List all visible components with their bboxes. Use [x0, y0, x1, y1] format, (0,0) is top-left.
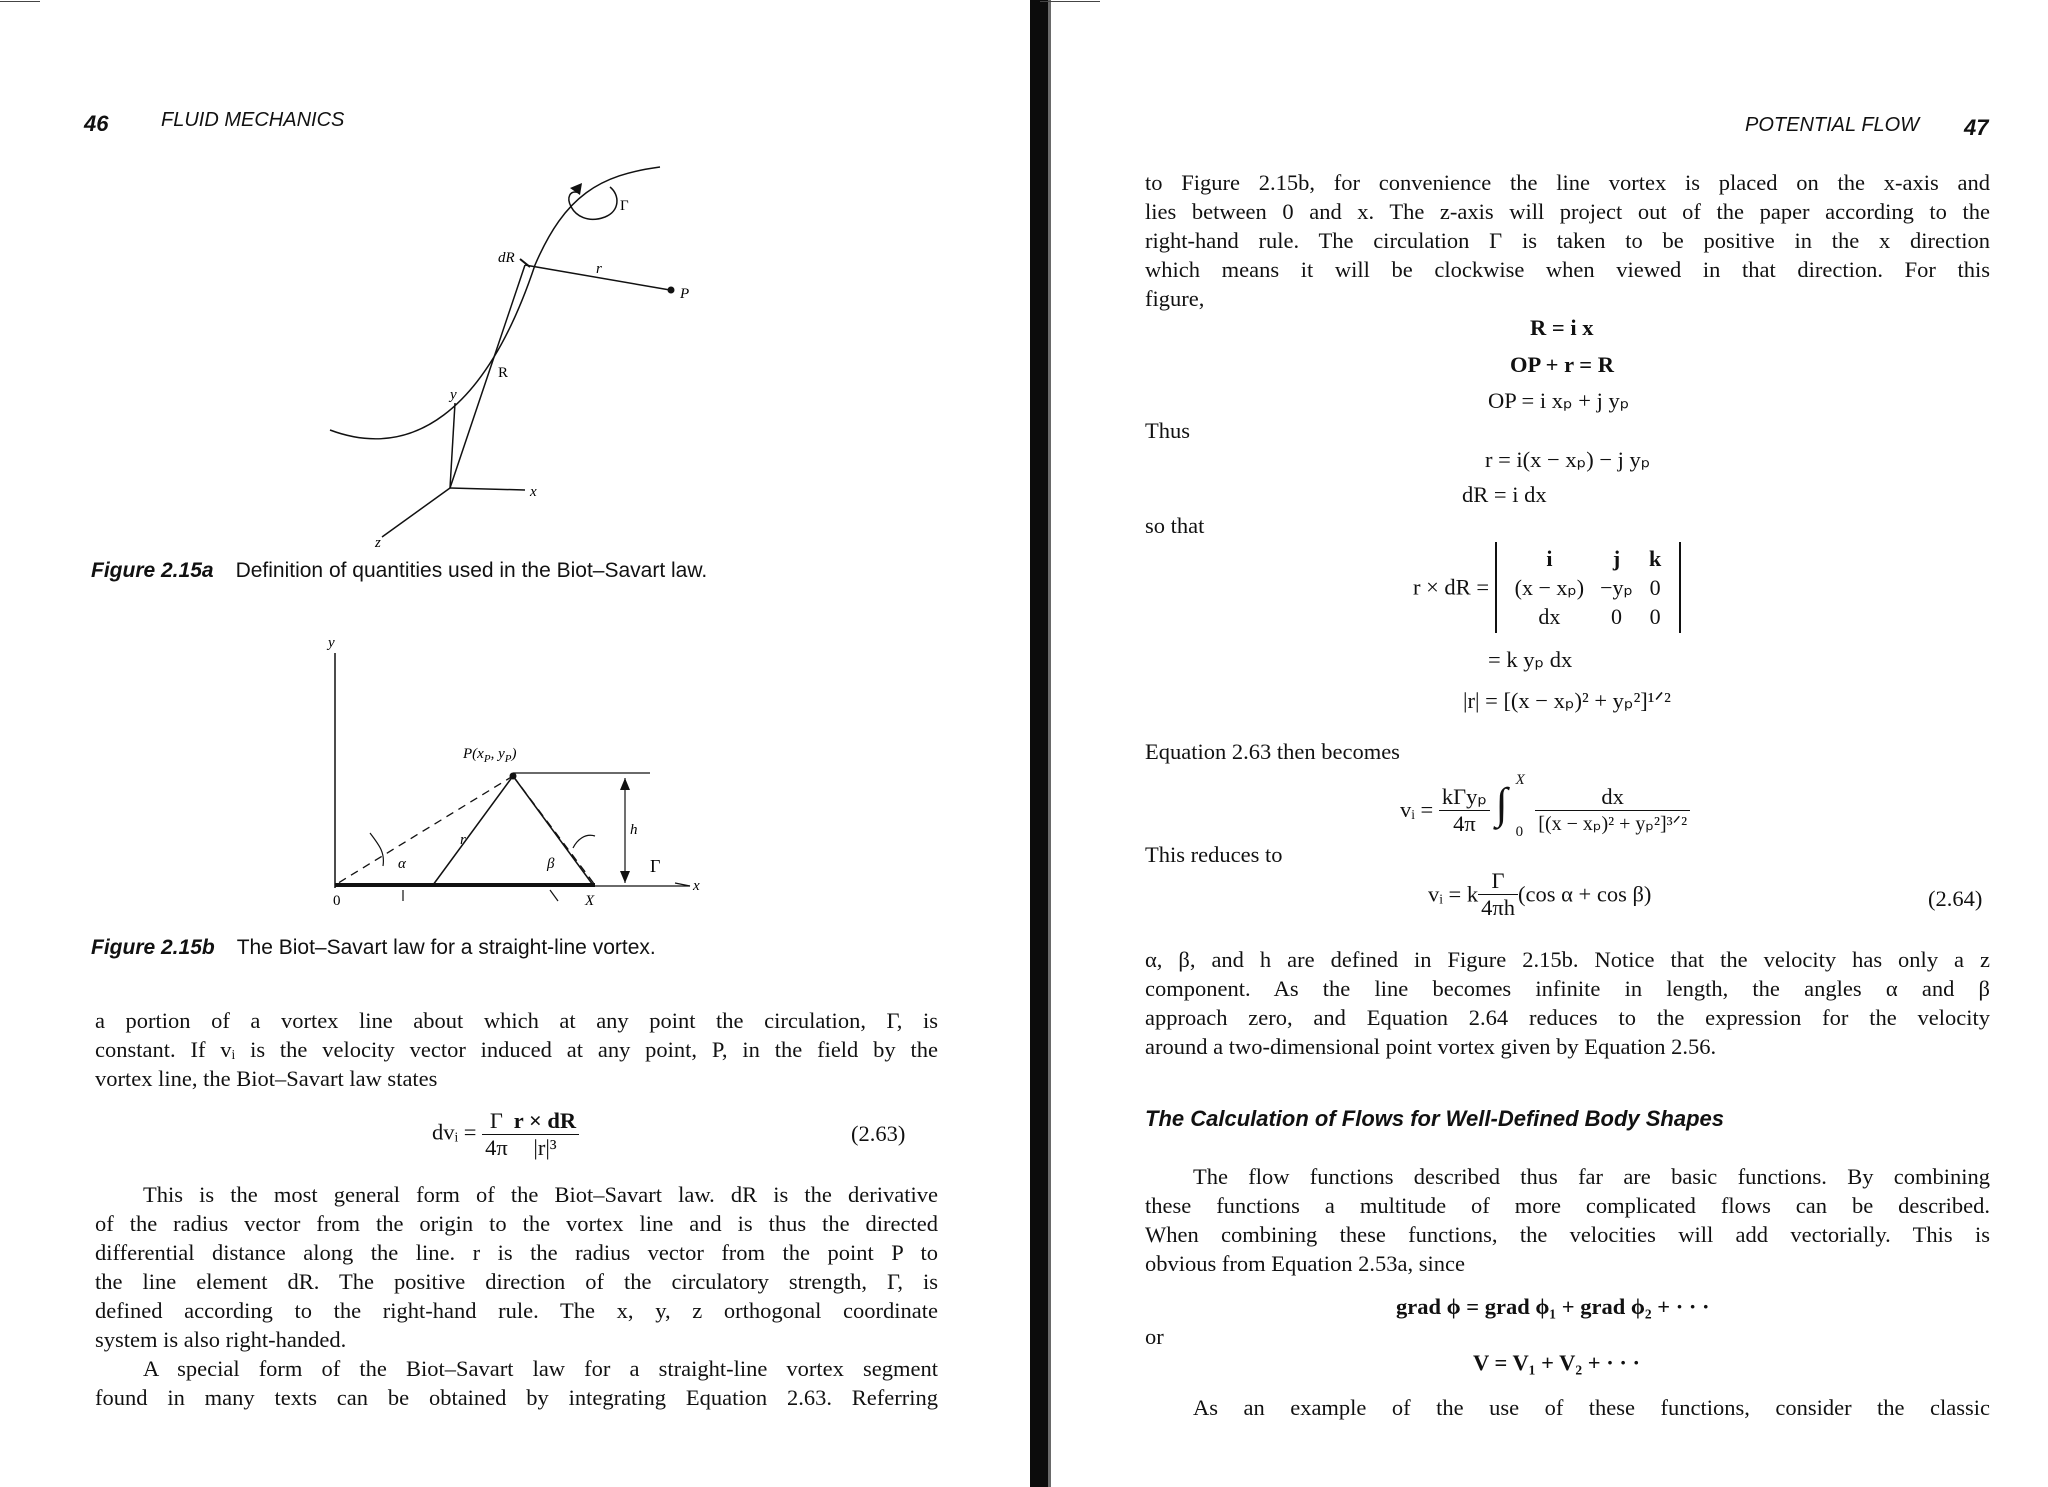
equation-V: V = V₁ + V₂ + · · · — [1473, 1350, 1640, 1375]
right-paragraph-2: α, β, and h are defined in Figure 2.15b. Notice that the velocity has only a z component. As the line becomes infinite in length, the angles α and β approach zero, and Equation 2.64 reduces to the expression for the velocity around a two-dimensional point vortex given by Equation 2.56. — [1145, 947, 1990, 1059]
figure-2-15a — [320, 155, 710, 550]
left-running-head: FLUID MECHANICS — [161, 109, 345, 131]
text-this-reduces: This reduces to — [1145, 842, 1283, 867]
alpha-pointer — [370, 833, 383, 866]
x-axis — [450, 488, 525, 490]
label-R: R — [498, 365, 509, 381]
caption-text: Definition of quantities used in the Biot–Savart law. — [235, 559, 708, 582]
right-running-head: POTENTIAL FLOW — [1745, 114, 1920, 136]
point-P — [668, 287, 675, 294]
equation-r-magnitude: |r| = [(x − xₚ)² + yₚ²]¹ᐟ² — [1463, 688, 1671, 713]
label-r: r — [596, 261, 602, 277]
beta-pointer — [573, 835, 595, 848]
h-arrow-top — [620, 778, 630, 790]
equation-k-yp-dx: = k yₚ dx — [1488, 647, 1573, 672]
label-x: x — [530, 484, 537, 500]
text-thus: Thus — [1145, 418, 1190, 443]
left-page-number: 46 — [84, 111, 109, 136]
equation-number-2-63: (2.63) — [851, 1121, 906, 1146]
scan-mark — [1040, 1, 1100, 2]
cross-product: r × dR = i j k (x − xₚ) −yₚ 0 dx 0 0 — [1413, 542, 1681, 633]
label-dR: dR — [498, 250, 515, 266]
determinant: i j k (x − xₚ) −yₚ 0 dx 0 0 — [1495, 542, 1682, 633]
label-origin: 0 — [333, 893, 341, 909]
h-arrow-bottom — [620, 871, 630, 883]
text-or: or — [1145, 1324, 1164, 1349]
r-from-origin — [335, 776, 513, 885]
label-h: h — [630, 822, 638, 838]
label-x: x — [693, 878, 700, 894]
left-paragraph-1: a portion of a vortex line about which at any point the circulation, Γ, is constant. If vᵢ is the velocity vector induced at any point, P, in the field by the vortex line, the Biot–Savart law states — [95, 1008, 938, 1091]
equation-2-63: dvᵢ = $\frac{\Gamma}{4\pi}$ $\frac{r \times dR}{\text{|r|³}}$ — [432, 1108, 579, 1161]
label-P: P — [680, 286, 690, 302]
equation-OP-r: OP + r = R — [1510, 352, 1614, 377]
figure-label: Figure 2.15a — [91, 559, 214, 582]
book-gutter — [1030, 0, 1048, 1487]
label-gamma: Γ — [650, 856, 661, 876]
figure-2-15b-caption — [91, 936, 656, 960]
vortex-line — [330, 167, 660, 439]
equation-grad: grad ϕ = grad ϕ₁ + grad ϕ₂ + · · · — [1396, 1294, 1710, 1319]
equation-dR: dR = i dx — [1462, 482, 1547, 507]
book-gutter-edge — [1048, 0, 1051, 1487]
label-y: y — [328, 635, 335, 651]
left-paragraph-2: This is the most general form of the Biot–Savart law. dR is the derivative of the radius vector from the origin to the vortex line and is thus the directed differential distance along the line. r is the radius vector from the point P to the line element dR. The positive direction of the circulatory strength, Γ, is defined according to the right-hand rule. The x, y, z orthogonal coordinate system is also right-handed. A special form of the Biot–Savart law for a straight-line vortex segment found in many texts can be obtained by integrating Equation 2.63. Referring — [95, 1182, 938, 1410]
equation-OP: OP = i xₚ + j yₚ — [1488, 388, 1630, 413]
text-so-that: so that — [1145, 513, 1205, 538]
label-z: z — [375, 535, 381, 551]
scan-mark — [0, 1, 40, 2]
equation-R: R = i x — [1530, 315, 1594, 340]
equation-integral: vᵢ = $\frac{\text{kΓyₚ}}{4\pi}$ ∫ X 0 $\frac{dx}{\text{[(x − xₚ)² + yₚ²]³ᐟ²}}$ — [1400, 780, 1690, 840]
label-beta: β — [547, 856, 555, 872]
figure-2-15a-caption — [91, 559, 707, 583]
caption-text: The Biot–Savart law for a straight-line vortex. — [236, 936, 656, 959]
equation-r: r = i(x − xₚ) − j yₚ — [1485, 447, 1651, 472]
equation-number-2-64: (2.64) — [1928, 886, 1983, 911]
right-paragraph-1: to Figure 2.15b, for convenience the line vortex is placed on the x-axis and lies between 0 and x. The z-axis will project out of the paper according to the right-hand rule. The circulation Γ is taken to be positive in the x direction which means it will be clockwise when viewed in that direction. For this figure, — [1145, 170, 1990, 311]
section-heading: The Calculation of Flows for Well-Defined Body Shapes — [1145, 1106, 1724, 1131]
figure-2-15b — [325, 628, 710, 909]
text-eq263-becomes: Equation 2.63 then becomes — [1145, 739, 1400, 764]
X-pointer — [550, 890, 558, 901]
label-y: y — [450, 387, 457, 403]
right-paragraph-3: The flow functions described thus far are basic functions. By combining these functions a multitude of more complicated flows can be described. When combining these functions, the velocities will add vectorially. This is obvious from Equation 2.53a, since — [1145, 1164, 1990, 1276]
label-P: $P(x_P$, $y_P$) — [463, 746, 517, 765]
equation-2-64: vᵢ = k $\frac{\Gamma}{4\pi h}$ (cos α + cos β) — [1428, 868, 1652, 920]
label-gamma: Γ — [620, 198, 629, 214]
right-paragraph-4: As an example of the use of these functions, consider the classic — [1193, 1395, 1990, 1420]
label-r: r — [460, 832, 466, 848]
R-vector — [450, 265, 525, 488]
label-X: X — [585, 893, 595, 909]
z-axis — [382, 488, 450, 537]
right-page-number: 47 — [1964, 115, 1989, 140]
figure-label: Figure 2.15b — [91, 936, 215, 959]
r-vector-left — [433, 776, 513, 885]
label-alpha: α — [398, 856, 406, 872]
